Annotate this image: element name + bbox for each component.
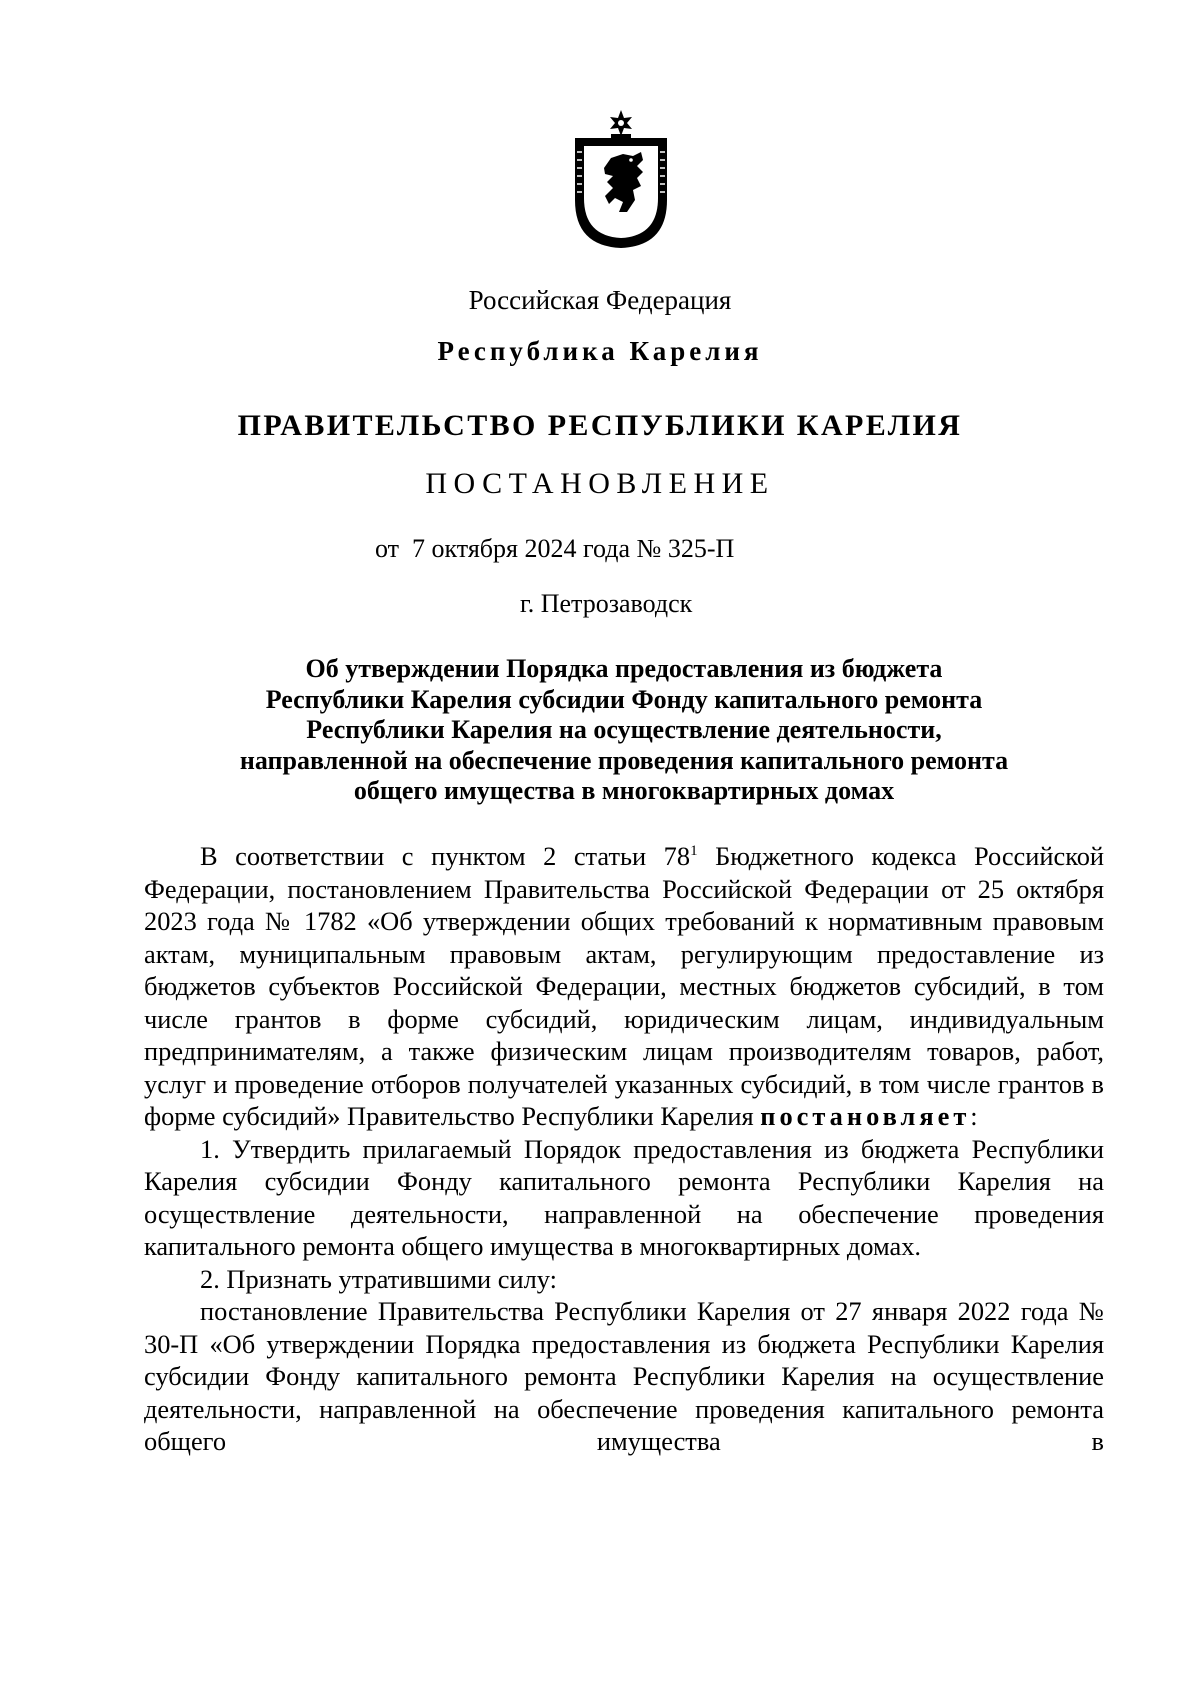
document-type: ПОСТАНОВЛЕНИЕ	[425, 467, 775, 500]
date-number: от 7 октября 2024 года № 325-П	[375, 534, 735, 563]
country-name: Российская Федерация	[468, 285, 732, 315]
title-line: Об утверждении Порядка предоставления из бюджета	[305, 654, 943, 683]
title-line: направленной на обеспечение проведения капитального ремонта	[239, 745, 1009, 775]
preamble-text: В соответствии с пунктом 2 статьи 78	[200, 841, 691, 871]
republic-name: Республика Карелия	[437, 336, 763, 366]
preamble-text-rest: Бюджетного кодекса Российской Федерации, постановлением Правительства Российской Федерации от 25 октября 2023 года № 1782 «Об утверждении общих требований к нормативным правовым актам, муниципальным правовым актам, регулирующим предоставление из бюджетов субъектов Российской Федерации, местных бюджетов субсидий, в том числе грантов в форме субсидий, юридическим лицам, индивидуальным предпринимателям, а также физическим лицам производителям товаров, работ, услуг и проведение отборов получателей указанных субсидий, в том числе грантов в форме субсидий» Правительство Республики Карелия	[144, 841, 1105, 1131]
item-2: 2. Признать утратившими силу:	[200, 1263, 557, 1294]
authority-name: ПРАВИТЕЛЬСТВО РЕСПУБЛИКИ КАРЕЛИЯ	[237, 409, 963, 442]
footnote-superscript: 1	[690, 843, 698, 859]
title-line: общего имущества в многоквартирных домах	[353, 776, 895, 805]
decree-word: постановляет	[760, 1101, 971, 1131]
item-1: 1. Утвердить прилагаемый Порядок предоставления из бюджета Республики Карелия субсидии Фонду капитального ремонта Республики Карелия на осуществление деятельности, направленной на обеспечение проведения капитального ремонта общего имущества в многоквартирных домах.	[144, 1133, 1104, 1261]
decree-colon: :	[970, 1101, 978, 1131]
city: г. Петрозаводск	[520, 589, 693, 618]
document-body	[144, 840, 1104, 1458]
title-line: Республики Карелия субсидии Фонду капитального ремонта	[265, 684, 983, 714]
preamble-paragraph	[144, 840, 1104, 1133]
repeal-text: постановление Правительства Республики Карелия от 27 января 2022 года № 30-П «Об утверждении Порядка предоставления из бюджета Республики Карелия субсидии Фонду капитального ремонта Республики Карелия на осуществление деятельности, направленной на обеспечение проведения капитального ремонта общего имущества в	[144, 1296, 1104, 1456]
coat-of-arms-icon	[571, 108, 671, 250]
document-title	[0, 654, 1200, 807]
title-line: Республики Карелия на осуществление деятельности,	[306, 715, 942, 744]
